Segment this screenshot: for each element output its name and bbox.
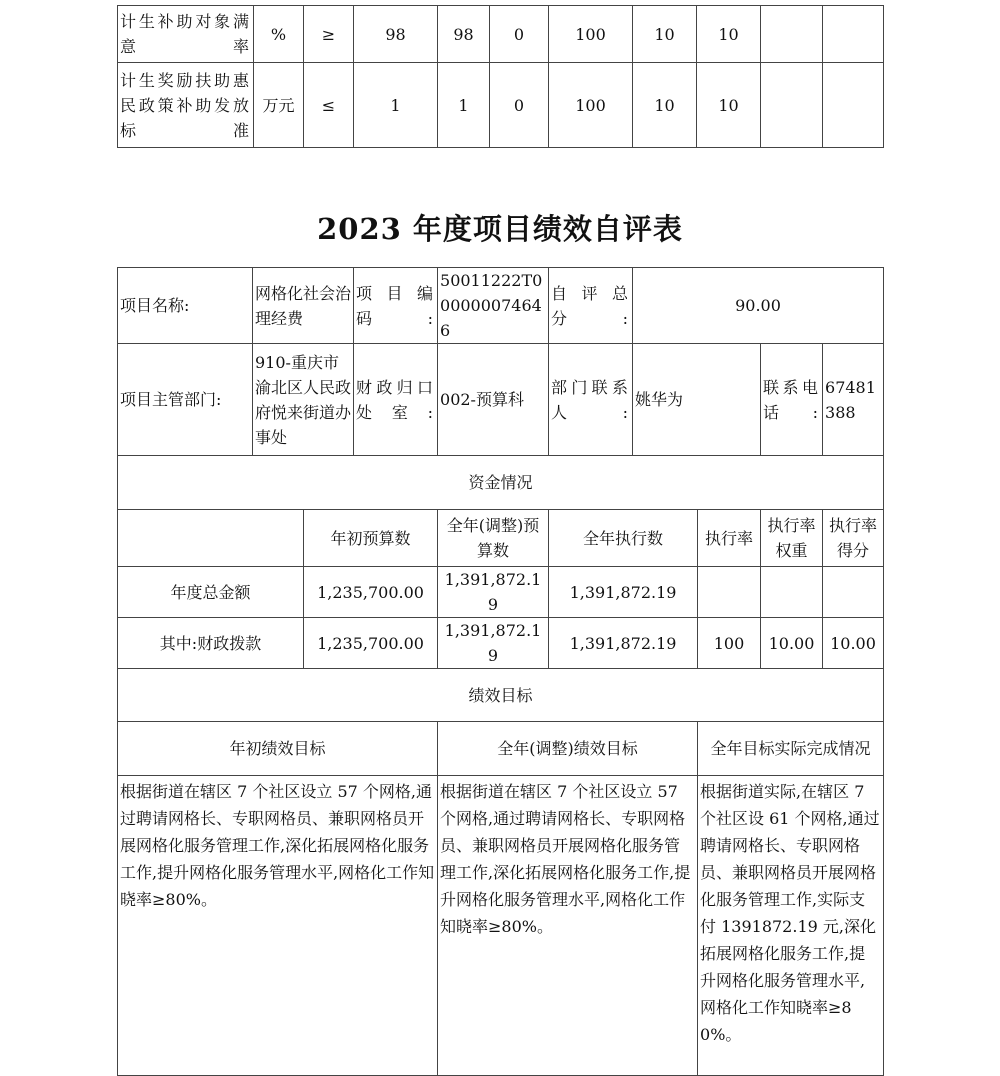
indicator-value (761, 6, 823, 63)
phone-label: 联系电话: (761, 344, 823, 456)
score-value: 90.00 (633, 268, 884, 344)
indicator-unit: % (254, 6, 304, 63)
table-row (118, 669, 884, 722)
table-row (118, 63, 884, 148)
indicator-value: 100 (549, 63, 633, 148)
table-row (118, 776, 884, 1076)
funds-header: 执行率 (698, 510, 761, 567)
indicator-unit: 万元 (254, 63, 304, 148)
funds-header: 执行率得分 (823, 510, 884, 567)
table-row (118, 344, 884, 456)
project-code-label: 项目编码: (354, 268, 438, 344)
funds-header: 执行率权重 (761, 510, 823, 567)
project-name-label: 项目名称: (118, 268, 253, 344)
actual-completion-text: 根据街道实际,在辖区 7 个社区设 61 个网格,通过聘请网格长、专职网格员、兼职网格员开展网格化服务管理工作,实际支付 1391872.19 元,深化拓展网格化服务工作,提升网格化服务管理水平,网格化工作知晓率≥80%。 (698, 776, 884, 1076)
table-row (118, 6, 884, 63)
contact-value: 姚华为 (633, 344, 761, 456)
indicator-value (823, 6, 884, 63)
phone-value: 67481388 (823, 344, 884, 456)
dept-label: 项目主管部门: (118, 344, 253, 456)
funds-cell (698, 567, 761, 618)
funds-header: 全年(调整)预算数 (438, 510, 549, 567)
indicator-value: 10 (697, 63, 761, 148)
funds-cell: 10.00 (761, 618, 823, 669)
funds-cell: 1,391,872.19 (438, 618, 549, 669)
funds-cell: 10.00 (823, 618, 884, 669)
project-name: 网格化社会治理经费 (253, 268, 354, 344)
table-row (118, 567, 884, 618)
indicator-value (823, 63, 884, 148)
funds-cell: 100 (698, 618, 761, 669)
funds-cell (823, 567, 884, 618)
goals-header: 全年目标实际完成情况 (698, 722, 884, 776)
indicator-name: 计生补助对象满意率 (118, 6, 254, 63)
funds-cell: 1,235,700.00 (304, 567, 438, 618)
indicator-value: 98 (354, 6, 438, 63)
score-label: 自评总分: (549, 268, 633, 344)
indicator-operator: ≥ (304, 6, 354, 63)
indicator-value: 1 (354, 63, 438, 148)
funds-cell: 1,391,872.19 (549, 567, 698, 618)
funds-header: 年初预算数 (304, 510, 438, 567)
contact-label: 部门联系人: (549, 344, 633, 456)
office-label: 财政归口处室: (354, 344, 438, 456)
indicator-value: 98 (438, 6, 490, 63)
indicator-operator: ≤ (304, 63, 354, 148)
goals-header: 全年(调整)绩效目标 (438, 722, 698, 776)
indicator-value: 0 (490, 63, 549, 148)
table-row (118, 510, 884, 567)
page-title: 2023 年度项目绩效自评表 (317, 212, 683, 246)
funds-cell (761, 567, 823, 618)
office-value: 002-预算科 (438, 344, 549, 456)
indicator-value (761, 63, 823, 148)
indicator-value: 10 (633, 6, 697, 63)
indicator-value: 1 (438, 63, 490, 148)
goals-section-header: 绩效目标 (118, 669, 884, 722)
initial-goal-text: 根据街道在辖区 7 个社区设立 57 个网格,通过聘请网格长、专职网格员、兼职网格员开展网格化服务管理工作,深化拓展网格化服务工作,提升网格化服务管理水平,网格化工作知晓率≥80%。 (118, 776, 438, 1076)
funds-row-label: 年度总金额 (118, 567, 304, 618)
indicator-value: 10 (633, 63, 697, 148)
indicator-value: 10 (697, 6, 761, 63)
indicator-name: 计生奖励扶助惠民政策补助发放标准 (118, 63, 254, 148)
funds-cell: 1,391,872.19 (438, 567, 549, 618)
table-row (118, 722, 884, 776)
evaluation-table (117, 267, 884, 1076)
funds-cell: 1,391,872.19 (549, 618, 698, 669)
project-code: 50011222T000000074646 (438, 268, 549, 344)
funds-header: 全年执行数 (549, 510, 698, 567)
funds-header (118, 510, 304, 567)
indicator-value: 100 (549, 6, 633, 63)
table-row (118, 456, 884, 510)
funds-row-label: 其中:财政拨款 (118, 618, 304, 669)
goals-header: 年初绩效目标 (118, 722, 438, 776)
dept-value: 910-重庆市渝北区人民政府悦来街道办事处 (253, 344, 354, 456)
table-row (118, 618, 884, 669)
indicator-value: 0 (490, 6, 549, 63)
funds-cell: 1,235,700.00 (304, 618, 438, 669)
adjusted-goal-text: 根据街道在辖区 7 个社区设立 57 个网格,通过聘请网格长、专职网格员、兼职网格员开展网格化服务管理工作,深化拓展网格化服务工作,提升网格化服务管理水平,网格化工作知晓率≥80%。 (438, 776, 698, 1076)
funds-section-header: 资金情况 (118, 456, 884, 510)
indicator-table (117, 5, 884, 148)
table-row (118, 268, 884, 344)
